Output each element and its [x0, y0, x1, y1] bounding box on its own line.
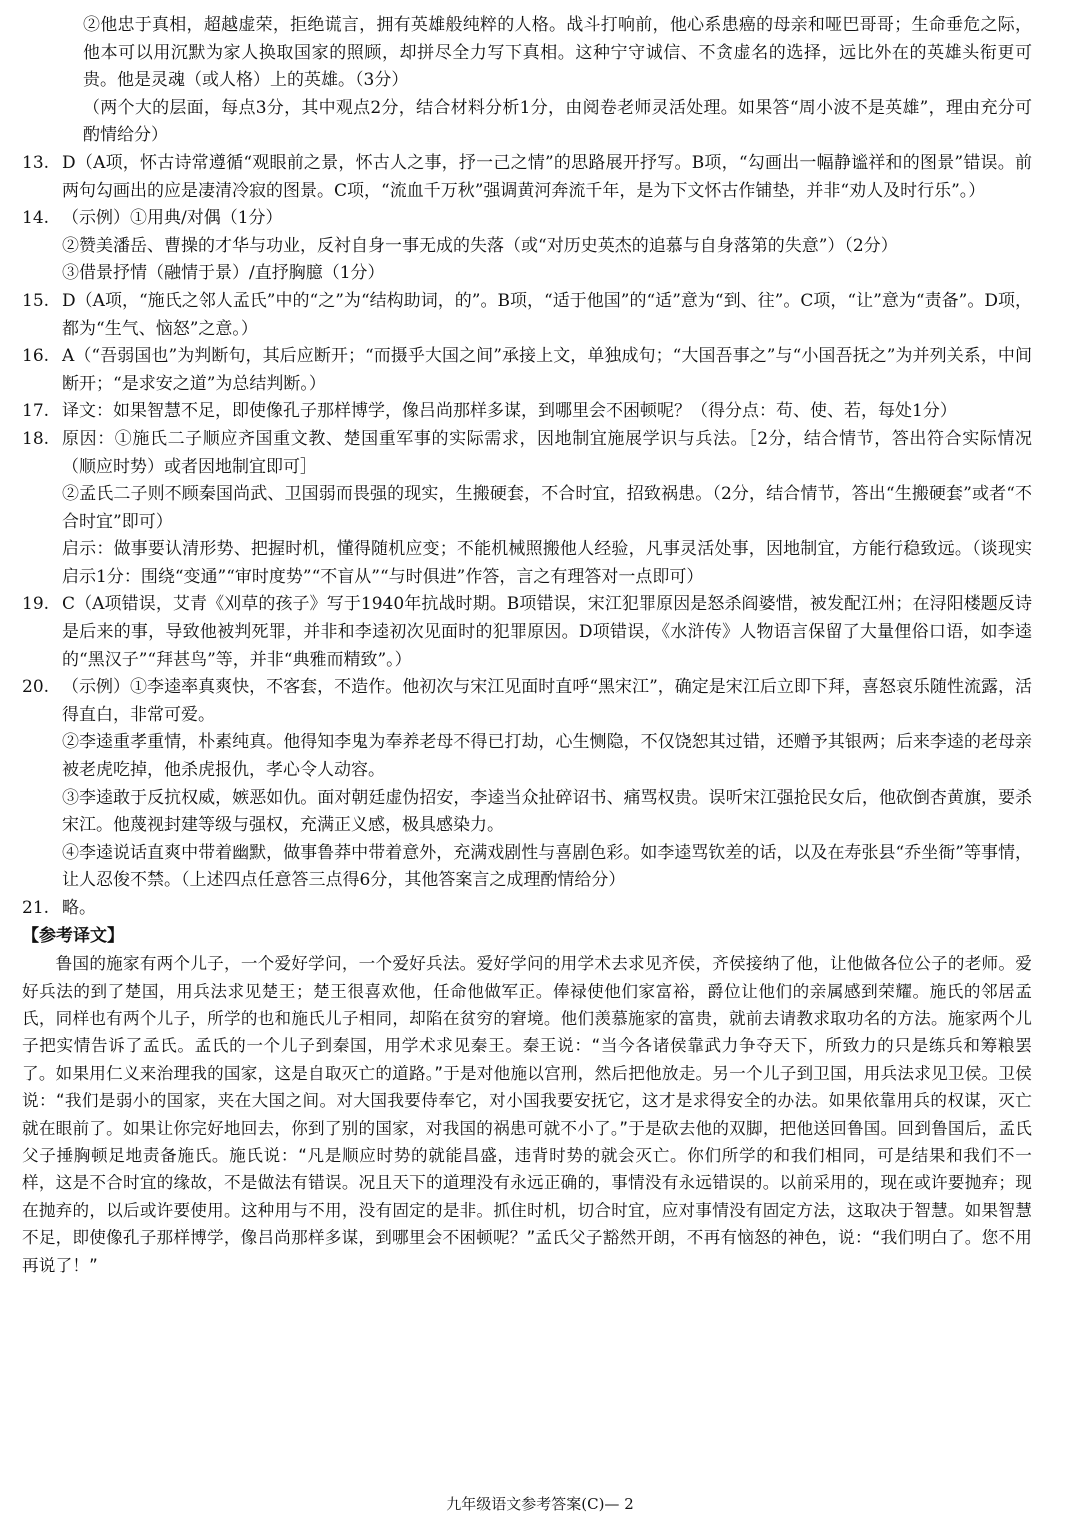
- answer-number: 16.: [22, 346, 50, 367]
- answer-item: [22, 591, 1032, 674]
- answer-number: 21.: [22, 898, 50, 918]
- answer-number: 15.: [22, 290, 50, 311]
- translation-body: 鲁国的施家有两个儿子，一个爱好学问，一个爱好兵法。爱好学问的用学术去求见齐侯，齐侯接纳了他，让他做各位公子的老师。爱好兵法的到了楚国，用兵法求见楚王；楚王很喜欢他，任命他做军正。俸禄使他们家富裕，爵位让他们的亲属感到荣耀。施氏的邻居孟氏，同样也有两个儿子，所学的也和施氏儿子相同，却陷在贫穷的窘境。他们羡慕施家的富贵，就前去请教求取功名的方法。施家两个儿子把实情告诉了孟氏。孟氏的一个儿子到秦国，用学术求见秦王。秦王说：“当今各诸侯靠武力争夺天下，所致力的只是练兵和筹粮罢了。如果用仁义来治理我的国家，这是自取灭亡的道路。”于是对他施以宫刑，然后把他放走。另一个儿子到卫国，用兵法求见卫侯。卫侯说：“我们是弱小的国家，夹在大国之间。对大国我要侍奉它，对小国我要安抚它，这才是求得安全的办法。如果依靠用兵的权谋，灭亡就在眼前了。如果让你完好地回去，你到了别的国家，对我国的祸患可就不小了。”于是砍去他的双脚，把他送回鲁国。回到鲁国后，孟氏父子捶胸顿足地责备施氏。施氏说：“凡是顺应时势的就能昌盛，违背时势的就会灭亡。你们所学的和我们相同，可是结果和我们不一样，这是不合时宜的缘故，不是做法有错误。况且天下的道理没有永远正确的，事情没有永远错误的。以前采用的，现在或许要抛弃；现在抛弃的，以后或许要使用。这种用与不用，没有固定的是非。抓住时机，切合时宜，应对事情没有固定方法，这取决于智慧。如果智慧不足，即使像孔子那样博学，像吕尚那样多谋，到哪里会不困顿呢？”孟氏父子豁然开朗，不再有恼怒的神色，说：“我们明白了。您不用再说了！”: [22, 954, 1032, 1275]
- page-content: [22, 12, 1032, 1279]
- answer-subpoint: ②李逵重孝重情，朴素纯真。他得知李鬼为奉养老母不得已打劫，心生恻隐，不仅饶恕其过错，还赠予其银两；后来李逵的老母亲被老虎吃掉，他杀虎报仇，孝心令人动容。: [62, 732, 1032, 781]
- answer-item: [22, 426, 1032, 481]
- answer-item: [22, 343, 1032, 398]
- answer-12-scoring-note: （两个大的层面，每点3分，其中观点2分，结合材料分析1分，由阅卷老师灵活处理。如果答“周小波不是英雄”，理由充分可酌情给分）: [83, 97, 1032, 146]
- answer-number: 13.: [22, 152, 50, 173]
- answer-text: 略。: [62, 898, 96, 918]
- answer-number: 14.: [22, 208, 50, 229]
- answer-subpoint: ②赞美潘岳、曹操的才华与功业，反衬自身一事无成的失落（或“对历史英杰的追慕与自身落第的失意”）（2分）: [62, 235, 898, 256]
- answer-text: D（A项，怀古诗常遵循“观眼前之景，怀古人之事，抒一己之情”的思路展开抒写。B项，“勾画出一幅静谧祥和的图景”错误。前两句勾画出的应是凄清冷寂的图景。C项，“流血千万秋”强调黄河奔流千年，是为下文怀古作铺垫，并非“劝人及时行乐”。）: [62, 152, 1032, 201]
- answer-number: 17.: [22, 401, 50, 422]
- answer-number: 19.: [22, 594, 50, 615]
- translation-heading: 【参考译文】: [22, 925, 124, 946]
- page-footer: 九年级语文参考答案(C)— 2: [446, 1495, 634, 1513]
- answer-subpoint: ③借景抒情（融情于景）/直抒胸臆（1分）: [62, 263, 385, 284]
- answer-text: C（A项错误，艾青《刈草的孩子》写于1940年抗战时期。B项错误，宋江犯罪原因是怒杀阎婆惜，被发配江州；在浔阳楼题反诗是后来的事，导致他被判死罪，并非和李逵初次见面时的犯罪原因。D项错误，《水浒传》人物语言保留了大量俚俗口语，如李逵的“黑汉子”“拜甚鸟”等，并非“典雅而精致”。）: [62, 594, 1032, 670]
- answer-text: 译文：如果智慧不足，即使像孔子那样博学，像吕尚那样多谋，到哪里会不困顿呢？（得分点：苟、使、若，每处1分）: [62, 401, 957, 422]
- answer-text: A（“吾弱国也”为判断句，其后应断开；“而摄乎大国之间”承接上文，单独成句；“大国吾事之”与“小国吾抚之”为并列关系，中间断开；“是求安之道”为总结判断。）: [62, 346, 1032, 394]
- answer-text: 原因：①施氏二子顺应齐国重文教、楚国重军事的实际需求，因地制宜施展学识与兵法。［2分，结合情节，答出符合实际情况（顺应时势）或者因地制宜即可］: [62, 428, 1032, 477]
- answer-item: [22, 150, 1032, 205]
- answer-list: [22, 150, 1032, 923]
- answer-subpoint: ④李逵说话直爽中带着幽默，做事鲁莽中带着意外，充满戏剧性与喜剧色彩。如李逵骂钦差的话，以及在寿张县“乔坐衙”等事情，让人忍俊不禁。（上述四点任意答三点得6分，其他答案言之成理酌情给分）: [62, 842, 1032, 891]
- answer-text: D（A项，“施氏之邻人孟氏”中的“之”为“结构助词，的”。B项，“适于他国”的“适”意为“到、往”。C项，“让”意为“责备”。D项，都为“生气、恼怒”之意。）: [62, 290, 1032, 339]
- answer-subpoint: ③李逵敢于反抗权威，嫉恶如仇。面对朝廷虚伪招安，李逵当众扯碎诏书、痛骂权贵。误听宋江强抢民女后，他砍倒杏黄旗，要杀宋江。他蔑视封建等级与强权，充满正义感，极具感染力。: [62, 787, 1032, 836]
- answer-subpoint: 启示：做事要认清形势、把握时机，懂得随机应变；不能机械照搬他人经验，凡事灵活处事，因地制宜，方能行稳致远。（谈现实启示1分：围绕“变通”“审时度势”“不盲从”“与时俱进”作答，言之有理答对一点即可）: [62, 539, 1032, 587]
- answer-text: （示例）①李逵率真爽快，不客套，不造作。他初次与宋江见面时直呼“黑宋江”，确定是宋江后立即下拜，喜怒哀乐随性流露，活得直白，非常可爱。: [62, 677, 1032, 725]
- answer-item: [22, 288, 1032, 343]
- answer-item: [22, 895, 1032, 923]
- answer-number: 18.: [22, 428, 50, 449]
- answer-item: [22, 398, 1032, 426]
- answer-number: 20.: [22, 677, 50, 698]
- answer-text: （示例）①用典/对偶（1分）: [62, 208, 283, 229]
- answer-item: [22, 205, 1032, 233]
- answer-item: [22, 674, 1032, 729]
- answer-subpoint: ②孟氏二子则不顾秦国尚武、卫国弱而畏强的现实，生搬硬套，不合时宜，招致祸患。（2分，结合情节，答出“生搬硬套”或者“不合时宜”即可）: [62, 484, 1032, 532]
- answer-12-point-2: ②他忠于真相，超越虚荣，拒绝谎言，拥有英雄般纯粹的人格。战斗打响前，他心系患癌的母亲和哑巴哥哥；生命垂危之际，他本可以用沉默为家人换取国家的照顾，却拼尽全力写下真相。这种宁守诚信、不贪虚名的选择，远比外在的英雄头衔更可贵。他是灵魂（或人格）上的英雄。（3分）: [83, 15, 1032, 91]
